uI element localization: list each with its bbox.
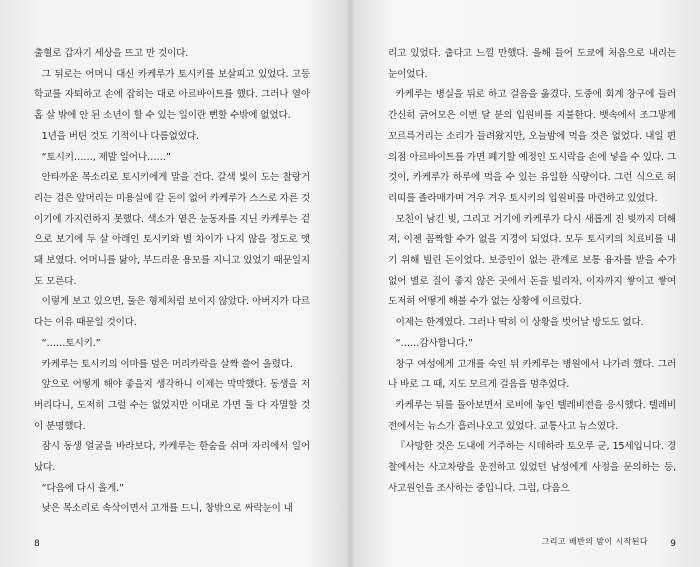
paragraph: 앞으로 어떻게 해야 좋을지 생각하니 이제는 막막했다. 동생을 저버리다니, 도저히 그럴 수는 없었지만 이대로 가면 둘 다 자멸할 것이 분명했다.: [34, 379, 310, 432]
paragraph: 창구 여성에게 고개를 숙인 뒤 카케루는 병원에서 나가려 했다. 그러나 바로 그 때, 지도 모르게 걸음을 멈추었다.: [388, 358, 676, 391]
dialogue-line: “……토시키.”: [41, 337, 101, 349]
running-title: 그리고 배반의 밤이 시작된다: [541, 537, 648, 546]
right-page: [350, 0, 700, 567]
paragraph: 그 뒤로는 어머니 대신 카케루가 토시키를 보살피고 있었다. 고등학교를 자퇴하고 손에 잡히는 대로 아르바이트를 했다. 그러나 열아홉 살 밖에 안 된 소년이 할 수 있는 일이란 뻔할 수밖에 없었다.: [34, 68, 310, 122]
page-number: 9: [670, 539, 676, 549]
left-page-text: [34, 44, 310, 520]
right-page-text: [388, 44, 676, 499]
paragraph: 출혈로 갑자기 세상을 뜨고 만 것이다.: [34, 48, 189, 59]
paragraph: 안타까운 목소리로 토시키에게 말을 건다. 갈색 빛이 도는 찰랑거리는 검은 앞머리는 미용실에 갈 돈이 없어 카케루가 스스로 자른 것이기에 가지런하지 못했다. 색소가 옅은 눈동자를 지닌 카케루는 겉으로 보기에 두 살 아래인 토시키와 별 차이가 나지 않을 정도로 앳돼 보였다. 어머니를 닮아, 부드러운 용모를 지니고 있었기 때문일지도 모른다.: [34, 172, 310, 287]
paragraph: 모친이 남긴 빚, 그리고 거기에 카케루가 다시 새롭게 진 빚까지 더해져, 이젠 꼼짝할 수가 없을 지경이 되었다. 모두 토시키의 치료비를 내기 위해 빌린 돈이었다. 보증인이 없는 관계로 보통 융자를 받을 수가 없어 별로 질이 좋지 않은 곳에서 돈을 빌리자, 이자까지 쌓이고 쌓여 도저히 어떻게 해볼 수가 없는 상황에 이르렀다.: [388, 213, 676, 308]
paragraph: 리고 있었다. 춥다고 느낄 만했다. 올해 들어 도쿄에 처음으로 내리는 눈이었다.: [388, 48, 676, 80]
paragraph: 1년을 버틴 것도 기적이나 다름없었다.: [41, 130, 199, 142]
paragraph: 카케루는 병실을 뒤로 하고 걸음을 옮겼다. 도중에 회계 창구에 들러 간신히 긁어모은 이번 달 분의 입원비를 지불한다. 뱃속에서 조그맣게 꼬르륵거리는 소리가 들려왔지만, 오늘밤에 먹을 것은 없었다. 내일 편의점 아르바이트를 가면 폐기할 예정인 도시락을 손에 넣을 수 있다. 그것이, 카케루가 하루에 먹을 수 있는 유일한 식량이다. 그런 식으로 허리띠를 졸라매가며 겨우 겨우 토시키의 입원비를 마련하고 있었다.: [388, 89, 676, 204]
dialogue-line: “……감사합니다.”: [395, 337, 473, 349]
paragraph: 이렇게 보고 있으면, 둘은 형제처럼 보이지 않았다. 아버지가 다르다는 이유 때문일 것이다.: [34, 296, 310, 329]
dialogue-line: “토시키……, 제발 일어나……”: [41, 151, 171, 163]
paragraph: 이제는 한계였다. 그러나 딱히 이 상황을 벗어날 방도도 없다.: [395, 317, 644, 329]
paragraph: 카케루는 토시키의 이마를 덮은 머리카락을 살짝 쓸어 올렸다.: [41, 358, 293, 370]
dialogue-line: “다음에 다시 올게.”: [41, 482, 124, 494]
paragraph: 『사망한 것은 도내에 거주하는 시데하라 토오루 군, 15세입니다. 경찰에서는 사고차량을 운전하고 있었던 남성에게 사정을 문의하는 등, 사고원인을 조사하는 중입니다. 그럼, 다음으: [388, 441, 676, 494]
paragraph: 카케루는 뒤를 돌아보면서 로비에 놓인 텔레비전을 응시했다. 텔레비전에서는 뉴스가 흘러나오고 있었다. 교통사고 뉴스였다.: [388, 399, 676, 432]
page-number: 8: [34, 539, 40, 549]
paragraph: 낮은 목소리로 속삭이면서 고개를 드니, 창밖으로 싸락눈이 내: [41, 503, 293, 515]
paragraph: 잠시 동생 얼굴을 바라보다, 카케루는 한숨을 쉬며 자리에서 일어났다.: [34, 441, 310, 474]
